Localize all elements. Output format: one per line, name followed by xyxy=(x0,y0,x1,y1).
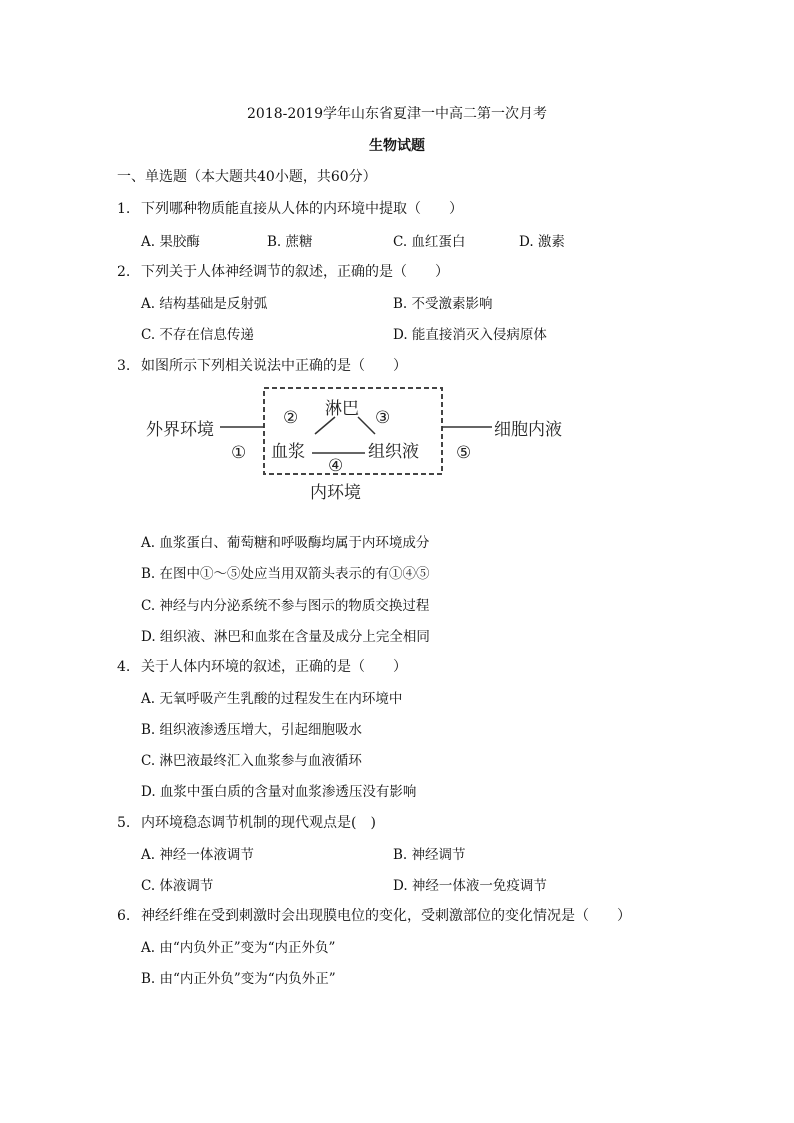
marker-3: ③ xyxy=(375,408,391,428)
marker-2: ② xyxy=(283,408,299,428)
marker-1: ① xyxy=(231,443,247,463)
internal-environment-diagram xyxy=(140,380,580,505)
question-5 xyxy=(117,812,376,832)
option-c: C. 淋巴液最终汇入血浆参与血液循环 xyxy=(141,753,362,769)
section-heading: 一、单选题（本大题共40小题，共60分） xyxy=(117,169,377,185)
option-a: A. 由“内负外正”变为“内正外负” xyxy=(141,940,336,956)
option-a: A. 血浆蛋白、葡萄糖和呼吸酶均属于内环境成分 xyxy=(141,535,430,551)
question-4 xyxy=(117,656,407,676)
question-number: 4. xyxy=(117,659,131,675)
marker-4: ④ xyxy=(328,456,344,476)
cell-fluid-label: 细胞内液 xyxy=(494,420,562,440)
option-b: B. 由“内正外负”变为“内负外正” xyxy=(141,971,336,987)
exam-title: 2018-2019学年山东省夏津一中高二第一次月考 xyxy=(247,106,547,122)
question-text: 内环境稳态调节机制的现代观点是( ) xyxy=(141,815,376,831)
lymph-label: 淋巴 xyxy=(325,399,359,419)
option-b: B. 蔗糖 xyxy=(267,234,313,250)
option-a: A. 果胶酶 xyxy=(141,234,200,250)
outer-environment-label: 外界环境 xyxy=(146,420,214,440)
exam-subtitle: 生物试题 xyxy=(369,138,425,154)
question-number: 5. xyxy=(117,815,131,831)
option-b: B. 在图中①～⑤处应当用双箭头表示的有①④⑤ xyxy=(141,566,430,582)
option-c: C. 体液调节 xyxy=(141,878,214,894)
question-text: 关于人体内环境的叙述，正确的是（ ） xyxy=(141,659,407,675)
inner-environment-label: 内环境 xyxy=(310,483,361,503)
question-number: 2. xyxy=(117,264,131,280)
option-c: C. 血红蛋白 xyxy=(393,234,466,250)
option-a: A. 无氧呼吸产生乳酸的过程发生在内环境中 xyxy=(141,691,403,707)
option-a: A. 神经一体液调节 xyxy=(141,847,254,863)
question-text: 如图所示下列相关说法中正确的是（ ） xyxy=(141,358,407,374)
tissue-fluid-label: 组织液 xyxy=(368,442,419,462)
option-b: B. 组织液渗透压增大，引起细胞吸水 xyxy=(141,722,363,738)
plasma-label: 血浆 xyxy=(271,442,305,462)
option-b: B. 神经调节 xyxy=(393,847,466,863)
question-3 xyxy=(117,355,407,375)
question-number: 6. xyxy=(117,908,131,924)
option-c: C. 不存在信息传递 xyxy=(141,327,254,343)
option-d: D. 组织液、淋巴和血浆在含量及成分上完全相同 xyxy=(141,629,430,645)
question-number: 1. xyxy=(117,201,131,217)
marker-5: ⑤ xyxy=(456,443,472,463)
option-b: B. 不受激素影响 xyxy=(393,296,493,312)
question-6 xyxy=(117,905,631,925)
question-text: 下列哪种物质能直接从人体的内环境中提取（ ） xyxy=(141,201,463,217)
option-d: D. 神经一体液一免疫调节 xyxy=(393,878,547,894)
question-2 xyxy=(117,261,449,281)
question-text: 神经纤维在受到刺激时会出现膜电位的变化，受刺激部位的变化情况是（ ） xyxy=(141,908,631,924)
plasma-lymph-line xyxy=(315,417,335,434)
option-d: D. 能直接消灭入侵病原体 xyxy=(393,327,547,343)
option-d: D. 血浆中蛋白质的含量对血浆渗透压没有影响 xyxy=(141,784,417,800)
question-1 xyxy=(117,198,463,218)
question-text: 下列关于人体神经调节的叙述，正确的是（ ） xyxy=(141,264,449,280)
option-a: A. 结构基础是反射弧 xyxy=(141,296,268,312)
lymph-tissue-line xyxy=(358,417,375,434)
option-c: C. 神经与内分泌系统不参与图示的物质交换过程 xyxy=(141,598,430,614)
option-d: D. 激素 xyxy=(519,234,565,250)
question-number: 3. xyxy=(117,358,131,374)
